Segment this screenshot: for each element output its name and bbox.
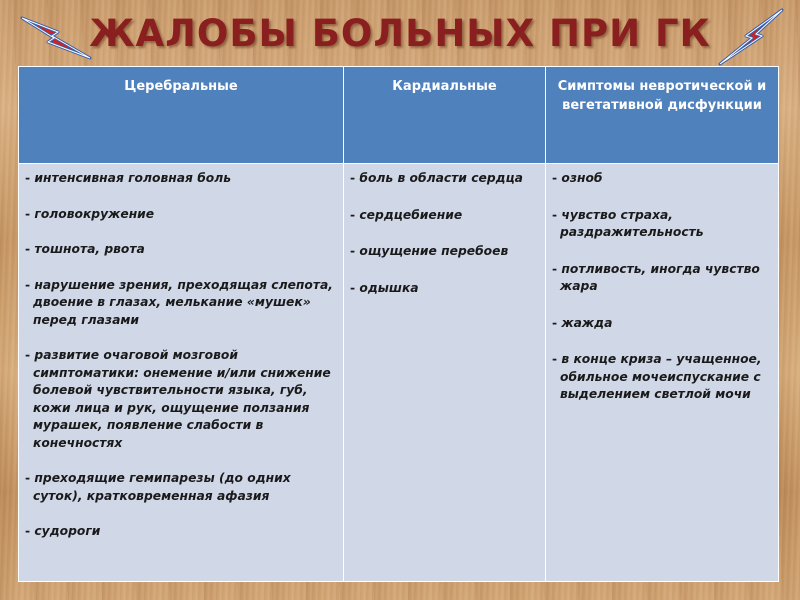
list-item: - ощущение перебоев (350, 243, 537, 261)
list-item: - чувство страха, раздражительность (552, 207, 770, 242)
cardiac-cell (344, 164, 546, 582)
page-title: ЖАЛОБЫ БОЛЬНЫХ ПРИ ГК (89, 12, 711, 55)
list-item: - жажда (552, 315, 770, 333)
table-header-row (19, 67, 779, 164)
list-item: - нарушение зрения, преходящая слепота, двоение в глазах, мелькание «мушек» перед глазами (25, 277, 335, 330)
list-item: - преходящие гемипарезы (до одних суток), кратковременная афазия (25, 470, 335, 505)
cardiac-symptoms-list (344, 164, 545, 297)
header-neurotic (546, 67, 779, 164)
list-item: - в конце криза – учащенное, обильное мочеиспускание с выделением светлой мочи (552, 351, 770, 404)
list-item: - сердцебиение (350, 207, 537, 225)
list-item: - интенсивная головная боль (25, 170, 335, 188)
header-cerebral (19, 67, 344, 164)
lightning-bolt-icon (712, 8, 792, 68)
list-item: - развитие очаговой мозговой симптоматики: онемение и/или снижение болевой чувствительности языка, губ, кожи лица и рук, ощущение ползания мурашек, появление слабости в конечностях (25, 347, 335, 452)
header-label: Церебральные (124, 79, 238, 94)
cerebral-cell (19, 164, 344, 582)
header-label: Симптомы невротической и вегетативной дисфункции (557, 79, 767, 113)
list-item: - боль в области сердца (350, 170, 537, 188)
header-label: Кардиальные (392, 79, 497, 94)
list-item: - головокружение (25, 206, 335, 224)
list-item: - озноб (552, 170, 770, 188)
complaints-table (18, 66, 779, 582)
list-item: - судороги (25, 523, 335, 541)
neurotic-cell (546, 164, 779, 582)
neurotic-symptoms-list (546, 164, 778, 404)
list-item: - потливость, иногда чувство жара (552, 261, 770, 296)
list-item: - тошнота, рвота (25, 241, 335, 259)
header-cardiac (344, 67, 546, 164)
table-row (19, 164, 779, 582)
list-item: - одышка (350, 280, 537, 298)
cerebral-symptoms-list (19, 164, 343, 541)
